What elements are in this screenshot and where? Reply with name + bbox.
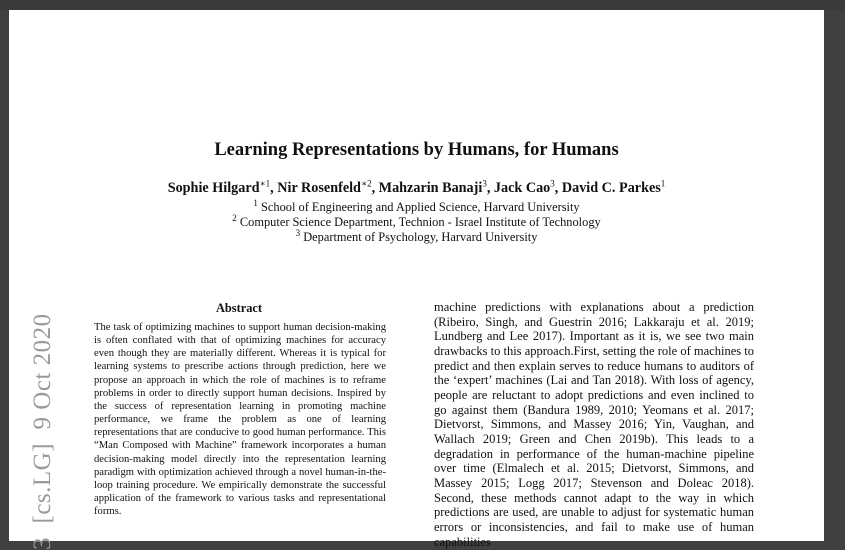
- author: David C. Parkes$^1$: [561, 178, 666, 196]
- abstract-text: The task of optimizing machines to support human decision-making is often conflated with that of optimizing machines for accuracy even though they are materially different. Whereas it is typical for learning systems to prescribe actions through prediction, here we propose an approach in which the role of machines is to reframe problems in order to directly support human decisions. Inspired by the success of representation learning in promoting machine performance, we frame the problem as one of learning representations that are conducive to good human performance. This “Man Composed with Machine” framework incorporates a human decision-making model directly into the representation learning paradigm with optimization achieved through a novel human-in-the-loop training procedure. We empirically demonstrate the successful application of the framework to various tasks and representational forms.: [94, 322, 386, 518]
- author: Nir Rosenfeld$^{∗2}$,: [277, 178, 379, 196]
- arxiv-stamp: 3 [cs.LG] 9 Oct 2020: [29, 313, 56, 550]
- author: Sophie Hilgard$^{∗1}$,: [167, 178, 278, 196]
- viewer-background: [825, 10, 845, 541]
- viewer-top-bar: [0, 0, 845, 10]
- abstract-heading: Abstract: [215, 301, 263, 315]
- affiliation: $^2$ Computer Science Department, Technion - Israel Institute of Technology: [232, 212, 601, 229]
- paper-title: Learning Representations by Humans, for Humans: [214, 140, 619, 160]
- author-list: [9, 180, 824, 197]
- author: Jack Cao$^3$,: [493, 178, 562, 196]
- body-text-column: machine predictions with explanations about a prediction (Ribeiro, Singh, and Guestrin 2016; Lakkaraju et al. 2019; Lundberg and Lee 2017). Important as it is, we see two main drawbacks to this approach.First, setting the role of machines to predict and then explain serves to reduce humans to auditors of the ‘expert’ machines (Lai and Tan 2018). With loss of agency, people are reluctant to adopt predictions and even inclined to go against them (Bandura 1989, 2010; Yeomans et al. 2017; Dietvorst, Simmons, and Massey 2016; Yin, Vaughan, and Wallach 2019; Green and Chen 2019b). This leads to a degradation in performance of the human-machine pipeline over time (Elmalech et al. 2015; Dietvorst, Simmons, and Massey 2015; Logg 2017; Stevenson and Doleac 2018). Second, these methods cannot adapt to the way in which predictions are used, are unable to adjust for systematic human errors or inconsistencies, and fail to make use of human capabilities: [434, 300, 754, 549]
- pdf-page: [9, 10, 824, 550]
- affiliation: $^1$ School of Engineering and Applied Science, Harvard University: [253, 197, 580, 214]
- affiliation: $^3$ Department of Psychology, Harvard University: [295, 227, 538, 244]
- author: Mahzarin Banaji$^3$,: [378, 178, 494, 196]
